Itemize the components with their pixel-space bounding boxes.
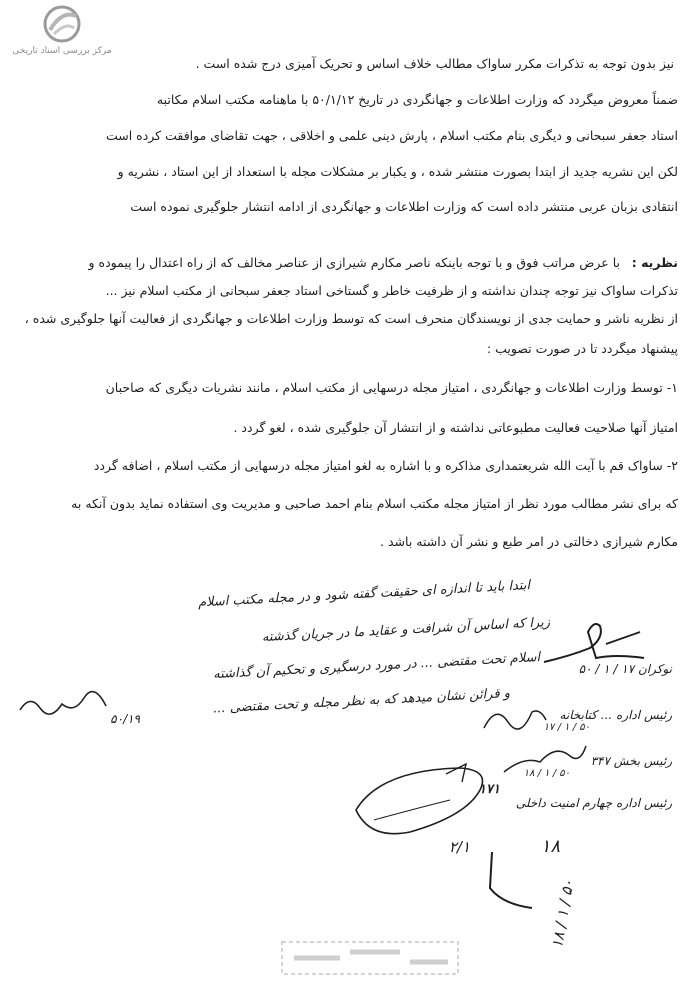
signoff-2-signature <box>480 698 550 734</box>
opinion-label: نظریه : <box>631 255 678 270</box>
handwritten-note-line-3: اسلام تحت مقتضی ... در مورد درسگیری و تحکیم آن گذاشته <box>212 650 541 683</box>
signoff-2-date: ۵۰ / ۱ / ۱۷ <box>543 722 590 733</box>
para2-line-3: از نظریه ناشر و حمایت جدی از نویسندگان منحرف است که توسط وزارت اطلاعات و جهانگردی از فعالیت آنها جلوگیری شده ، <box>24 311 678 326</box>
para1-line-3: لکن این نشریه جدید از ابتدا بصورت منتشر شده ، و یکبار بر مشکلات مجله با استعداد از این استاد ، نشریه و <box>117 164 678 179</box>
signoff-2-label: رئیس اداره ... کتابخانه <box>559 708 672 722</box>
para1-line-4: انتقادی بزبان عربی منتشر داده است که وزارت اطلاعات و جهانگردی از ادامه انتشار جلوگیری نموده است <box>130 199 678 214</box>
proposal-2-line-2: که برای نشر مطالب مورد نظر از امتیاز مجله مکتب اسلام بنام احمد صاحبی و مدیریت وی استفاده نماید بدون آنکه به <box>71 496 678 511</box>
signoff-3-signature <box>500 736 590 776</box>
routing-stamp-scribble <box>350 760 500 840</box>
intro-line-text: نیز بدون توجه به تذکرات مکرر ساواک مطالب خلاف اساس و تحریک آمیزی درج شده است . <box>195 56 674 71</box>
note-signature <box>18 690 108 720</box>
signoff-3-label: رئیس بخش ۳۴۷ <box>590 754 672 768</box>
final-date: ۵۰ / ۱ / ۱۸ <box>547 878 578 950</box>
archive-logo-text: مرکز بررسی اسناد تاریخی <box>12 46 112 56</box>
signoff-1-label: نوکران ۱۷ / ۱ / ۵۰ <box>578 662 672 676</box>
proposal-2-line-3: مکارم شیرازی دخالتی در امر طبع و نشر آن داشته باشد . <box>380 534 678 549</box>
para2-line-2: تذکرات ساواک نیز توجه چندان نداشته و از ظرفیت خاطر و گستاخی استاد جعفر سبحانی از مکتب اسلام نیز ... <box>105 283 678 298</box>
para2-line-4: پیشنهاد میگردد تا در صورت تصویب : <box>486 341 678 356</box>
proposal-2-line-1: ۲- ساواک قم با آیت الله شریعتمداری مذاکره و با اشاره به لغو امتیاز مجله درسهایی از مکتب اسلام ، اضافه گردد <box>93 458 678 473</box>
faded-stamp <box>280 936 460 980</box>
handwritten-note-line-1: ابتدا باید تا اندازه ای حقیقت گفته شود و در مجله مکتب اسلام <box>197 578 531 611</box>
para1-line-2: استاد جعفر سبحانی و دیگری بنام مکتب اسلام ، پارش دینی علمی و اخلاقی ، جهت تقاضای موافقت کرده است <box>105 128 678 143</box>
signoff-4-label: رئیس اداره چهارم امنیت داخلی <box>515 796 672 810</box>
proposal-1-line-2: امتیاز آنها صلاحیت فعالیت مطبوعاتی نداشته و از انتشار آن جلوگیری شده ، لغو گردد . <box>233 420 678 435</box>
para1-line-1: ضمناً معروض میگردد که وزارت اطلاعات و جهانگردی در تاریخ ۵۰/۱/۱۲ با ماهنامه مکتب اسلام مکاتبه <box>156 92 678 107</box>
note-date: ۵۰/۱۹ <box>110 712 140 726</box>
archive-logo <box>6 4 118 60</box>
signoff-1-signature <box>540 618 650 670</box>
handwritten-note-line-2: زیرا که اساس آن شرافت و عقاید ما در جریان گذشته <box>261 615 551 646</box>
handwritten-note-line-4: و قرائن نشان میدهد که به نظر مجله و تحت مقتضی ... <box>212 686 511 717</box>
archive-logo-icon <box>40 4 84 44</box>
margin-mark-1: ۲/۱ <box>448 838 470 856</box>
para2-line-1: با عرض مراتب فوق و با توجه باینکه ناصر مکارم شیرازی از عناصر مخالف که از راه اعتدال را پیموده و <box>88 255 620 270</box>
signoff-3-date: ۵۰ / ۱ / ۱۸ <box>523 768 570 779</box>
proposal-1-line-1: ۱- توسط وزارت اطلاعات و جهانگردی ، امتیاز مجله درسهایی از مکتب اسلام ، مانند نشریات دیگری که صاحبان <box>105 380 678 395</box>
final-date-mark <box>482 848 542 918</box>
stamp-number: ۱۷۱ <box>479 782 500 797</box>
margin-mark-2: ۱۸ <box>540 836 560 857</box>
